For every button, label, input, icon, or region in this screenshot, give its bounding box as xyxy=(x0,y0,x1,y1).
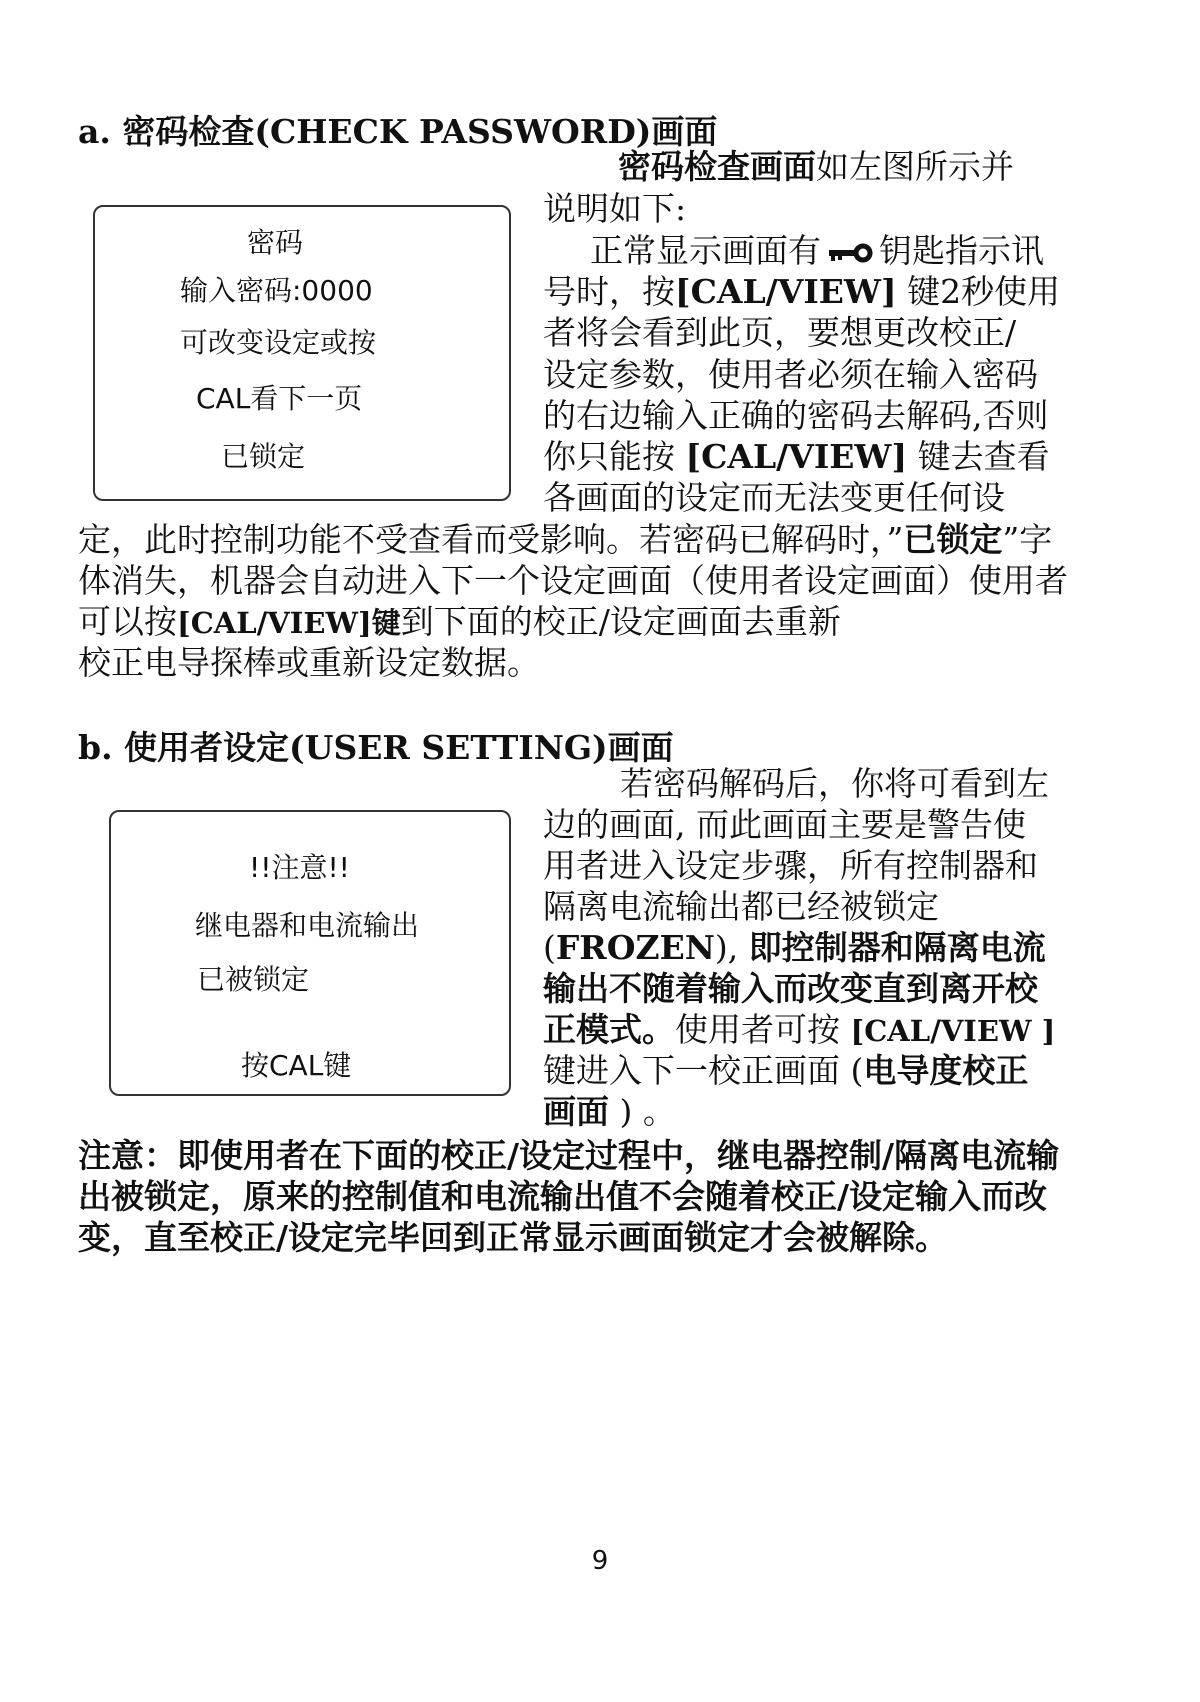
screen-press-cal: 按CAL键 xyxy=(241,1049,352,1082)
line-text: 钥匙指示讯 xyxy=(879,231,1044,270)
b-right-line-4: 隔离电流输出都已经被锁定 xyxy=(543,887,939,926)
a-full-line-2: 体消失，机器会自动进入下一个设定画面（使用者设定画面）使用者 xyxy=(78,561,1068,600)
frozen-term: FROZEN xyxy=(555,928,715,967)
a-right-line-6: 设定参数，使用者必须在输入密码 xyxy=(543,355,1038,394)
line-text: 到下面的校正/设定画面去重新 xyxy=(400,602,841,641)
note-line-1: 注意：即使用者在下面的校正/设定过程中，继电器控制/隔离电流输 xyxy=(78,1136,1060,1175)
b-right-line-7 xyxy=(543,1010,1055,1051)
screen-locked: 已锁定 xyxy=(221,440,306,473)
cal-view-key-label: [CAL/VIEW ] xyxy=(850,1014,1056,1048)
line-text: 可以按 xyxy=(78,602,177,641)
a-full-line-3 xyxy=(78,602,841,643)
cal-view-key-label: [CAL/VIEW] xyxy=(685,437,908,476)
a-right-line-4 xyxy=(543,272,1060,312)
bold-term: 即控制器和隔离电流 xyxy=(748,928,1046,967)
line-text: 如左图所示并 xyxy=(816,147,1014,186)
section-a-heading: a. 密码检查(CHECK PASSWORD)画面 xyxy=(78,112,718,151)
key-icon xyxy=(827,243,873,263)
bold-term: 正模式。 xyxy=(543,1010,675,1049)
a-right-line-2: 说明如下: xyxy=(543,189,687,228)
line-text: 号时，按 xyxy=(543,272,675,311)
cal-view-key-label: [CAL/VIEW]键 xyxy=(177,606,401,640)
note-line-2: 出被锁定，原来的控制值和电流输出值不会随着校正/设定输入而改 xyxy=(78,1177,1048,1216)
bold-term: 已锁定 xyxy=(903,520,1003,559)
screen-change-setting: 可改变设定或按 xyxy=(180,326,377,359)
screen-password-entry: 输入密码:0000 xyxy=(180,274,373,307)
note-line-3: 变，直至校正/设定完毕回到正常显示画面锁定才会被解除。 xyxy=(78,1218,949,1257)
screen-locked: 已被锁定 xyxy=(197,963,310,996)
line-text: 键进入下一校正画面 ( xyxy=(543,1051,864,1090)
line-text: ”字 xyxy=(1002,520,1053,559)
a-full-line-1 xyxy=(78,520,1052,560)
b-right-line-6: 输出不随着输入而改变直到离开校 xyxy=(543,969,1038,1008)
b-right-line-2: 边的画面, 而此画面主要是警告使 xyxy=(543,805,1026,844)
line-text: 定，此时控制功能不受查看而受影响。若密码已解码时，” xyxy=(78,520,904,559)
b-right-line-1: 若密码解码后，你将可看到左 xyxy=(620,764,1049,803)
line-text: 使用者可按 xyxy=(675,1010,851,1049)
section-b-heading: b. 使用者设定(USER SETTING)画面 xyxy=(78,728,674,767)
screen-relay-output: 继电器和电流输出 xyxy=(195,909,420,942)
bold-term: 电导度校正 xyxy=(863,1051,1029,1090)
b-right-line-5 xyxy=(543,928,1046,968)
b-right-line-9 xyxy=(543,1092,676,1132)
cal-view-key-label: [CAL/VIEW] xyxy=(675,272,897,311)
screen-next-page: CAL看下一页 xyxy=(196,382,363,415)
b-right-line-3: 用者进入设定步骤，所有控制器和 xyxy=(543,846,1038,885)
line-text: 键去查看 xyxy=(907,437,1050,476)
user-setting-screen-display xyxy=(109,810,511,1096)
b-right-line-8 xyxy=(543,1051,1028,1091)
a-right-line-1 xyxy=(618,147,1014,187)
a-right-line-5: 者将会看到此页，要想更改校正/ xyxy=(543,313,1017,352)
line-text: 正常显示画面有 xyxy=(590,231,821,270)
line-text: ), xyxy=(714,928,749,967)
line-text: ( xyxy=(543,928,556,967)
password-screen-display xyxy=(93,205,511,501)
a-right-line-8 xyxy=(543,437,1050,477)
page-number: 9 xyxy=(591,1546,609,1576)
a-right-line-7: 的右边输入正确的密码去解码,否则 xyxy=(543,396,1049,435)
bold-term: 密码检查画面 xyxy=(618,147,816,186)
line-text: 键2秒使用 xyxy=(896,272,1061,311)
screen-title: 密码 xyxy=(247,226,304,259)
line-text: 你只能按 xyxy=(543,437,686,476)
line-text: ) 。 xyxy=(609,1092,676,1131)
bold-term: 画面 xyxy=(543,1092,609,1131)
screen-warning-title: !!注意!! xyxy=(249,851,350,884)
a-right-line-9: 各画面的设定而无法变更任何设 xyxy=(543,478,1005,517)
a-full-line-4: 校正电导探棒或重新设定数据。 xyxy=(78,643,540,682)
a-right-line-3 xyxy=(590,231,1044,271)
